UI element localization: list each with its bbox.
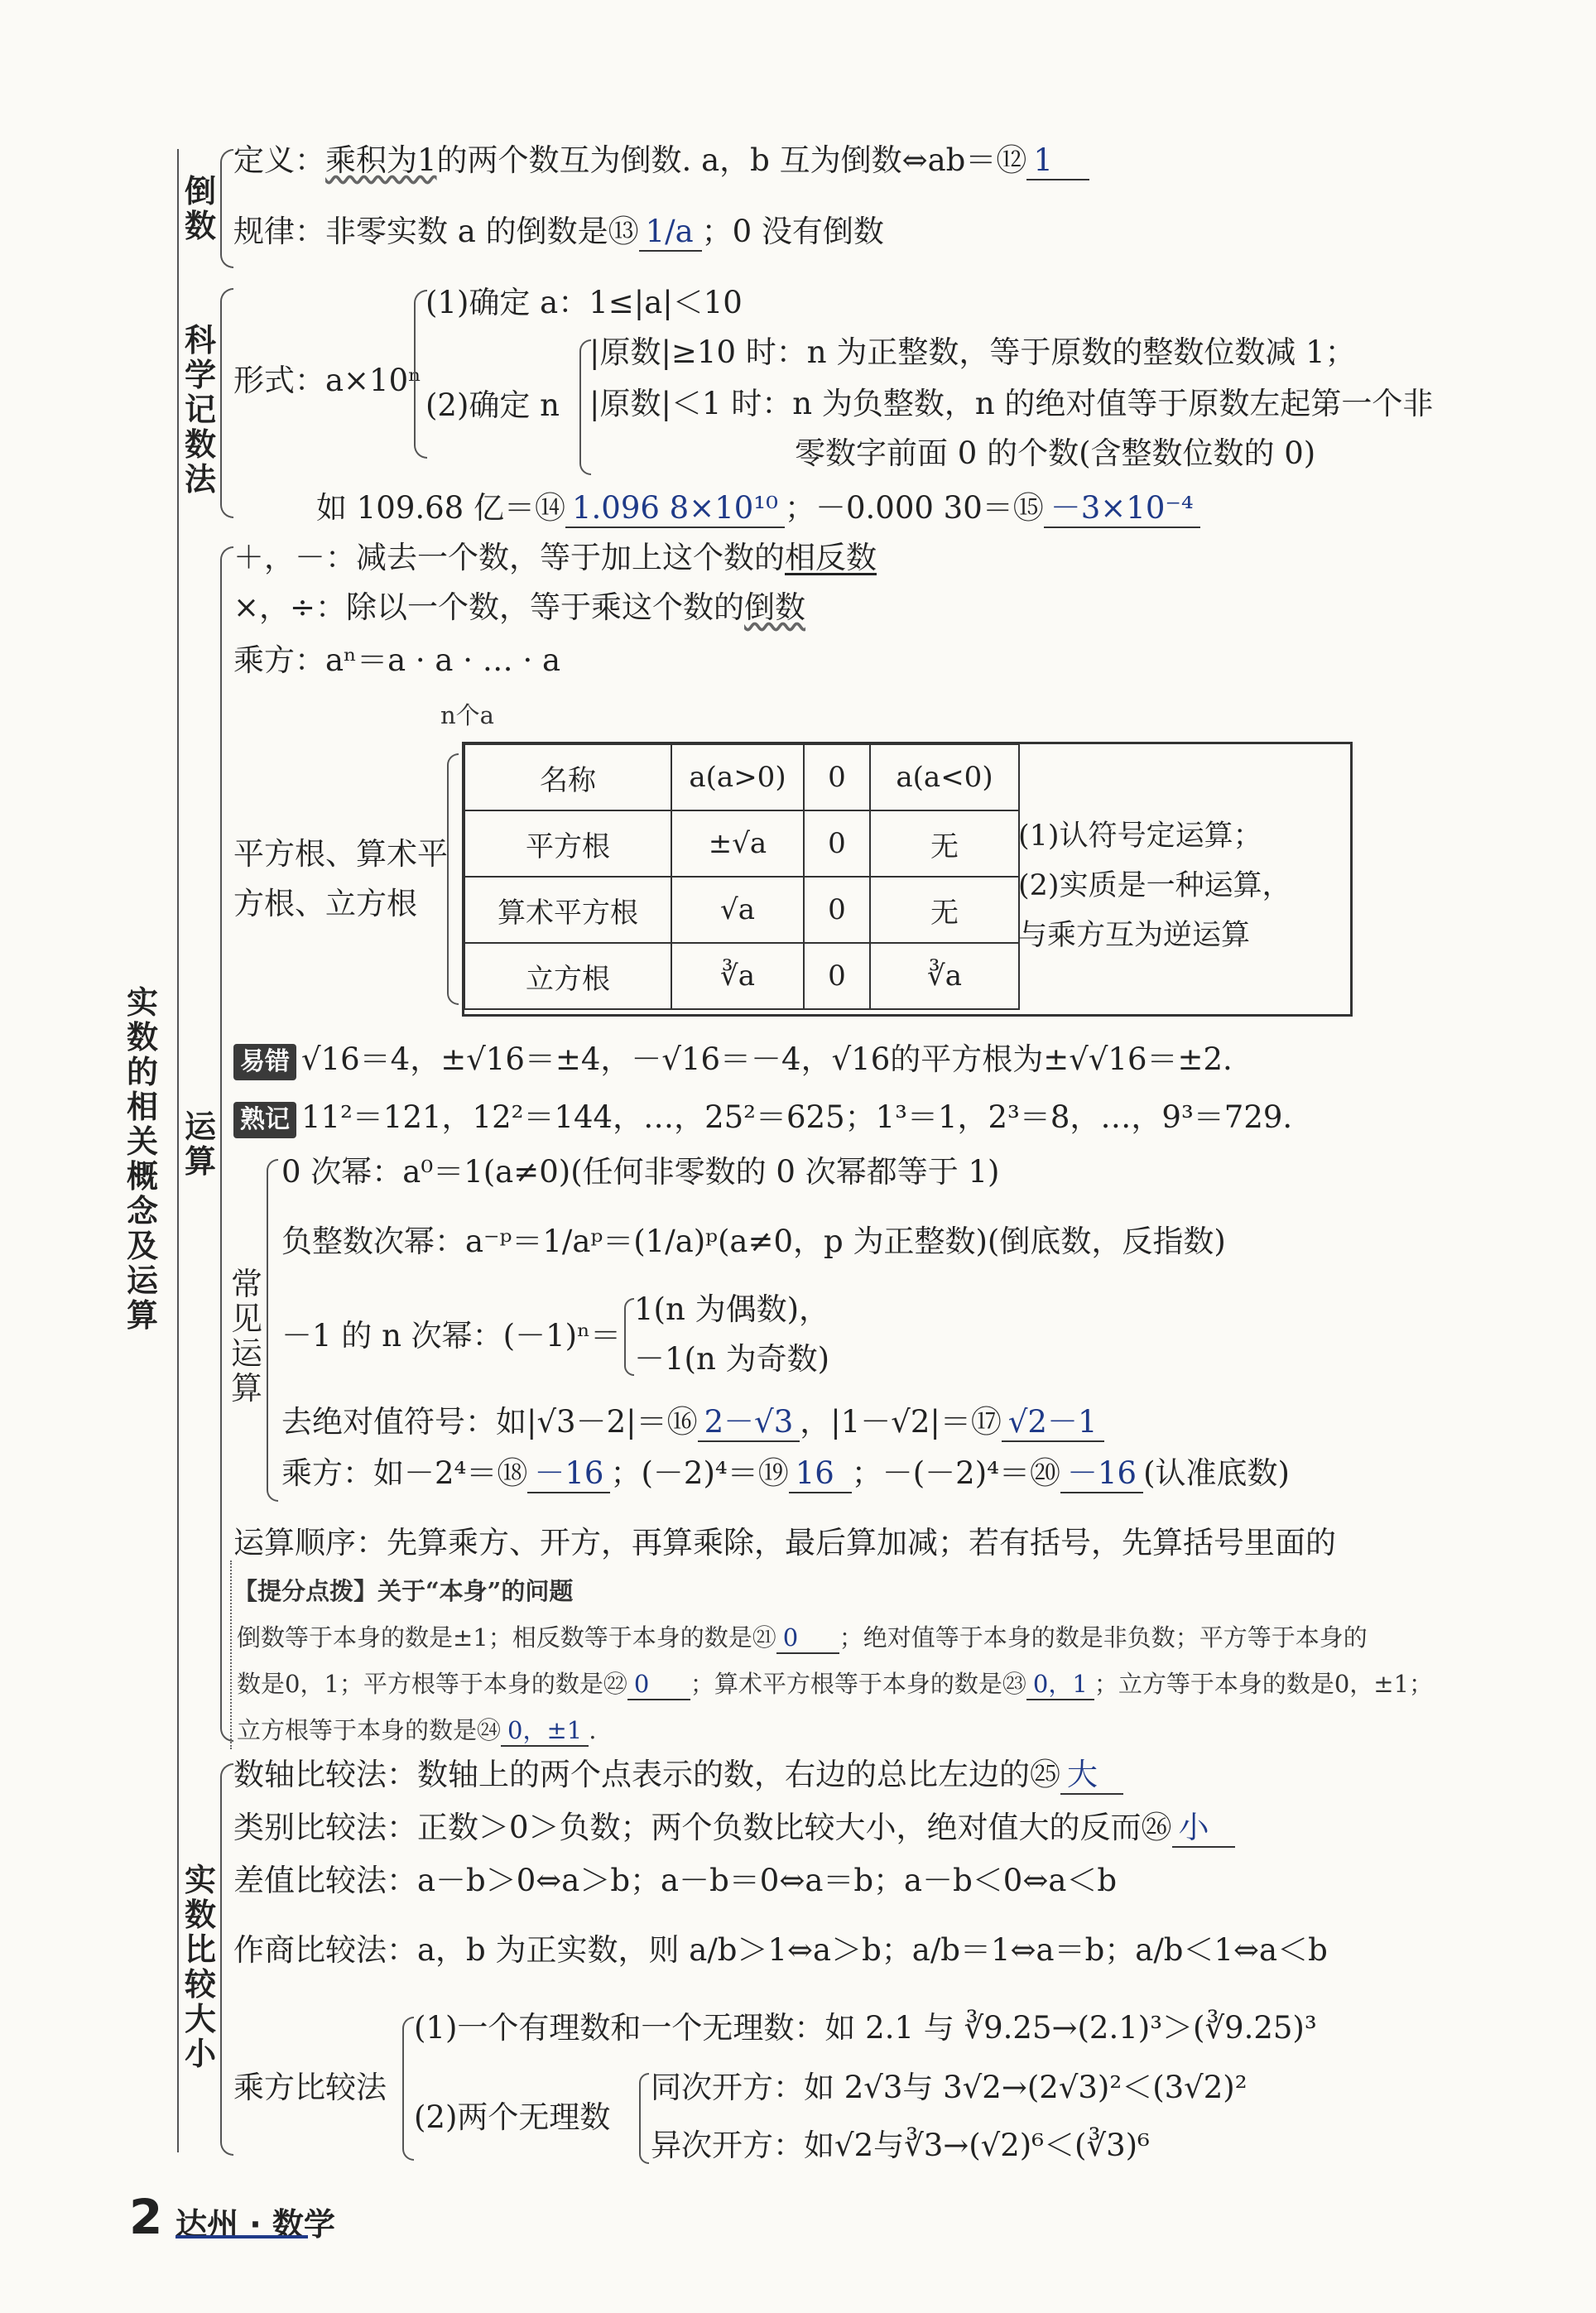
main-bracket <box>177 149 179 2152</box>
sci-example: 如 109.68 亿＝⑭ 1.096 8×10¹⁰ ；－0.000 30＝⑮ －3×10⁻⁴ <box>316 490 1200 528</box>
op-power-under: n个a <box>440 701 494 729</box>
zero-power: 0 次幂：a⁰＝1(a≠0)(任何非零数的 0 次幂都等于 1) <box>281 1154 1000 1190</box>
table-cell: 0 <box>804 943 870 1009</box>
roots-bracket <box>447 753 459 1005</box>
table-cell: a(a>0) <box>671 744 804 810</box>
table-cell: 0 <box>804 877 870 943</box>
minus-one-power: －1 的 n 次幂：(－1)ⁿ＝ <box>281 1318 622 1354</box>
answer-22: 0 <box>627 1669 690 1700</box>
table-row <box>464 877 1019 943</box>
reciprocal-bracket <box>220 149 233 268</box>
compare-p2b: 异次开方：如√2与∛3→(√2)⁶＜(∛3)⁶ <box>651 2128 1150 2163</box>
abs-line: 去绝对值符号：如|√3－2|＝⑯ 2－√3 ，|1－√2|＝⑰ √2－1 <box>281 1404 1104 1442</box>
compare-class: 类别比较法：正数＞0＞负数；两个负数比较大小，绝对值大的反而㉖ 小 <box>233 1810 1235 1848</box>
table-cell: 0 <box>804 744 870 810</box>
tip-title: 【提分点拨】关于“本身”的问题 <box>233 1577 574 1605</box>
op-subtract: ＋，－：减去一个数，等于加上这个数的相反数 <box>233 540 877 575</box>
answer-25: 大 <box>1060 1757 1123 1795</box>
answer-16: 2－√3 <box>698 1404 800 1442</box>
error-line: 易错 √16＝4，±√16＝±4，－√16＝－4，√16的平方根为±√√16＝±2. <box>233 1041 1233 1080</box>
page-number: 2 <box>129 2189 163 2245</box>
memo-tag: 熟记 <box>233 1102 296 1138</box>
answer-17: √2－1 <box>1002 1404 1104 1442</box>
answer-23: 0，1 <box>1026 1669 1094 1700</box>
table-note: (1)认符号定运算； (2)实质是一种运算， 与乘方互为逆运算 <box>1018 820 1291 952</box>
compare-p1: (1)一个有理数和一个无理数：如 2.1 与 ∛9.25→(2.1)³＞(∛9.25)³ <box>414 2010 1317 2046</box>
table-cell: 算术平方根 <box>464 877 671 943</box>
sci-bracket <box>220 288 233 518</box>
table-row <box>464 943 1019 1009</box>
reciprocal-rule: 规律：非零实数 a 的倒数是⑬ 1/a ；0 没有倒数 <box>233 214 884 252</box>
table-cell: a(a<0) <box>870 744 1019 810</box>
roots-label-1: 平方根、算术平 <box>233 836 448 872</box>
sci-sub2: |原数|＜1 时：n 为负整数，n 的绝对值等于原数左起第一个非 <box>589 386 1434 421</box>
answer-15: －3×10⁻⁴ <box>1044 490 1200 528</box>
answer-26: 小 <box>1172 1810 1235 1848</box>
sci-sub3: 零数字前面 0 的个数(含整数位数的 0) <box>795 435 1316 471</box>
answer-14: 1.096 8×10¹⁰ <box>565 490 785 528</box>
table-cell: 立方根 <box>464 943 671 1009</box>
roots-table <box>464 743 1020 1010</box>
memo-line: 熟记 11²＝121，12²＝144，…，25²＝625；1³＝1，2³＝8，…，9³＝729. <box>233 1099 1292 1138</box>
compare-p2: (2)两个无理数 <box>414 2099 611 2135</box>
table-cell: 无 <box>870 810 1019 877</box>
tip-line-2: 数是0，1；平方根等于本身的数是㉒ 0 ；算术平方根等于本身的数是㉓ 0，1 ；立方等于本身的数是0，±1； <box>237 1669 1433 1700</box>
compare-axis: 数轴比较法：数轴上的两个点表示的数，右边的总比左边的㉕ 大 <box>233 1757 1123 1795</box>
answer-21: 0 <box>776 1623 839 1654</box>
compare-diff: 差值比较法：a－b＞0⇔a＞b；a－b＝0⇔a＝b；a－b＜0⇔a＜b <box>233 1863 1118 1898</box>
minus-one-bracket <box>624 1298 634 1376</box>
sci-sub1: |原数|≥10 时：n 为正整数，等于原数的整数位数减 1； <box>589 334 1356 370</box>
answer-19: 16 <box>789 1455 852 1493</box>
common-ops-bracket <box>267 1159 278 1502</box>
table-cell: √a <box>671 877 804 943</box>
sci-form: 形式：a×10ⁿ <box>233 363 422 398</box>
answer-18: －16 <box>527 1455 610 1493</box>
footer-underline <box>175 2235 308 2238</box>
tip-line-1: 倒数等于本身的数是±1；相反数等于本身的数是㉑ 0 ；绝对值等于本身的数是非负数；平方等于本身的 <box>237 1623 1368 1654</box>
op-order: 运算顺序：先算乘方、开方，再算乘除，最后算加减；若有括号，先算括号里面的 <box>233 1525 1336 1560</box>
common-ops-label: 常见运算 <box>230 1266 262 1407</box>
table-cell: ∛a <box>870 943 1019 1009</box>
sci-notation-label: 科学记数法 <box>184 322 216 498</box>
table-cell: 平方根 <box>464 810 671 877</box>
operations-label: 运算 <box>184 1108 216 1180</box>
compare-quot: 作商比较法：a，b 为正实数，则 a/b＞1⇔a＞b；a/b＝1⇔a＝b；a/b＜1⇔a＜b <box>233 1932 1328 1968</box>
tip-line-3: 立方根等于本身的数是㉔ 0，±1 . <box>237 1715 596 1747</box>
main-title: 实数的相关概念及运算 <box>126 984 158 1334</box>
footer-title: 达州 · 数学 <box>175 2206 335 2243</box>
error-tag: 易错 <box>233 1044 296 1080</box>
compare-bracket <box>220 1763 233 2156</box>
table-row <box>464 744 1019 810</box>
table-cell: 0 <box>804 810 870 877</box>
op-power: 乘方：aⁿ＝a · a · … · a <box>233 642 561 678</box>
power-examples: 乘方：如－2⁴＝⑱ －16 ；(－2)⁴＝⑲ 16 ；－(－2)⁴＝⑳ －16 (认准底数) <box>281 1455 1290 1493</box>
compare-power-label: 乘方比较法 <box>233 2070 387 2105</box>
answer-13: 1/a <box>639 214 702 252</box>
table-cell: ±√a <box>671 810 804 877</box>
table-cell: 名称 <box>464 744 671 810</box>
compare-p2-bracket <box>639 2073 649 2164</box>
answer-12: 1 <box>1026 142 1089 180</box>
compare-power-bracket <box>402 2017 414 2161</box>
minus-one-even: 1(n 为偶数)， <box>634 1291 830 1327</box>
minus-one-odd: －1(n 为奇数) <box>634 1341 830 1377</box>
sci-item2: (2)确定 n <box>425 387 560 423</box>
neg-power: 负整数次幂：a⁻ᵖ＝1/aᵖ＝(1/a)ᵖ(a≠0，p 为正整数)(倒底数，反指数) <box>281 1224 1226 1259</box>
reciprocal-label: 倒数 <box>184 173 216 244</box>
compare-label: 实数比较大小 <box>184 1862 216 2072</box>
reciprocal-definition: 定义：乘积为1的两个数互为倒数. a，b 互为倒数⇔ab＝⑫ 1 <box>233 142 1089 180</box>
roots-label-2: 方根、立方根 <box>233 886 417 921</box>
answer-20: －16 <box>1060 1455 1143 1493</box>
sci-item1: (1)确定 a：1≤|a|＜10 <box>425 285 743 320</box>
table-cell: 无 <box>870 877 1019 943</box>
table-cell: ∛a <box>671 943 804 1009</box>
answer-24: 0，±1 <box>501 1715 589 1747</box>
op-divide: ×，÷：除以一个数，等于乘这个数的倒数 <box>233 589 806 625</box>
compare-p2a: 同次开方：如 2√3与 3√2→(2√3)²＜(3√2)² <box>651 2070 1247 2105</box>
table-row <box>464 810 1019 877</box>
